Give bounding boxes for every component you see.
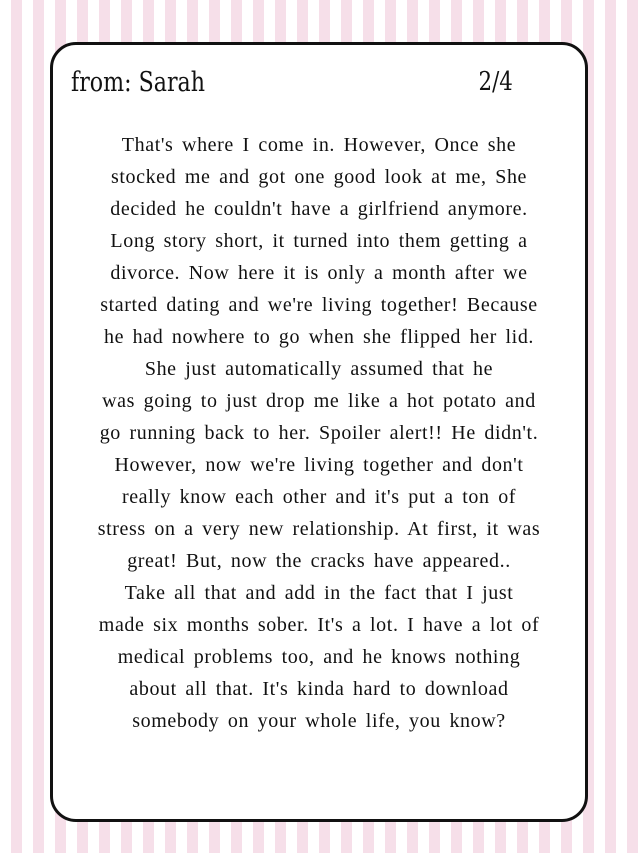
message-line: great! But, now the cracks have appeared.. [127,550,511,572]
message-line: stocked me and got one good look at me, She [110,166,528,188]
message-line: he had nowhere to go when she flipped her lid. [103,326,535,348]
message-line: really know each other and it's put a ton of [121,486,517,508]
message-line: was going to just drop me like a hot potato and [102,390,536,412]
sender-label: from: Sarah [71,67,206,98]
page-indicator: 2/4 [478,67,513,97]
message-line: She just automatically assumed that he [144,358,494,380]
message-line: somebody on your whole life, you know? [132,710,506,732]
message-line: decided he couldn't have a girlfriend anymore. [110,198,528,220]
message-line: made six months sober. It's a lot. I have a lot of [98,614,540,636]
message-card [50,42,588,822]
message-line: stress on a very new relationship. At first, it was [97,518,541,540]
message-line: divorce. Now here it is only a month after we [110,262,528,284]
message-line: go running back to her. Spoiler alert!! He didn't. [99,422,539,444]
message-line: medical problems too, and he knows nothing [117,646,521,668]
card-header [53,63,585,113]
message-line: That's where I come in. However, Once she [121,134,517,156]
message-line: However, now we're living together and don't [114,454,524,476]
message-body [53,129,585,737]
message-line: Long story short, it turned into them getting a [110,230,528,252]
message-line: started dating and we're living together! Because [100,294,538,316]
message-line: about all that. It's kinda hard to download [129,678,509,700]
message-line: Take all that and add in the fact that I just [124,582,514,604]
